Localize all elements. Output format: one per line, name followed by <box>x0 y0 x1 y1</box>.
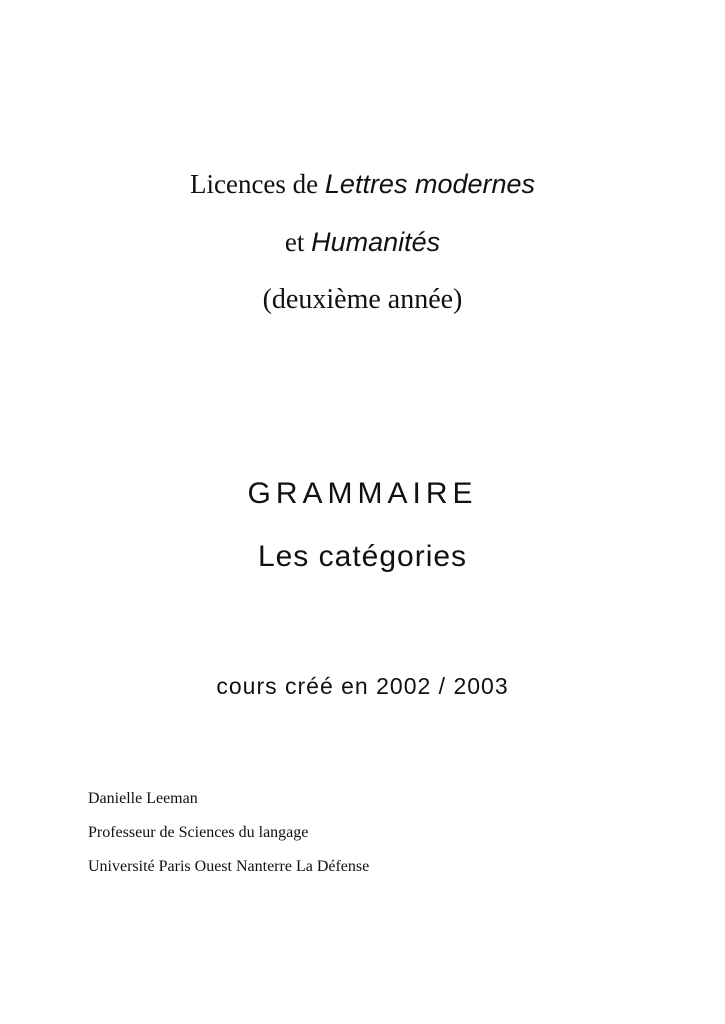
humanities-line <box>0 224 725 260</box>
humanities-prefix: et <box>284 227 305 257</box>
page-subtitle: Les catégories <box>257 540 468 573</box>
year-line: (deuxième année) <box>262 284 463 315</box>
course-date: cours créé en 2002 / 2003 <box>216 673 509 699</box>
author-block <box>88 788 369 890</box>
degree-emphasis: Lettres modernes <box>324 169 536 199</box>
degree-line <box>0 166 725 202</box>
author-institution: Université Paris Ouest Nanterre La Défense <box>88 858 370 875</box>
author-name: Danielle Leeman <box>88 790 198 807</box>
author-position: Professeur de Sciences du langage <box>88 824 309 841</box>
humanities-emphasis: Humanités <box>311 227 441 257</box>
page-title: GRAMMAIRE <box>247 477 478 510</box>
degree-prefix: Licences de <box>189 169 319 199</box>
